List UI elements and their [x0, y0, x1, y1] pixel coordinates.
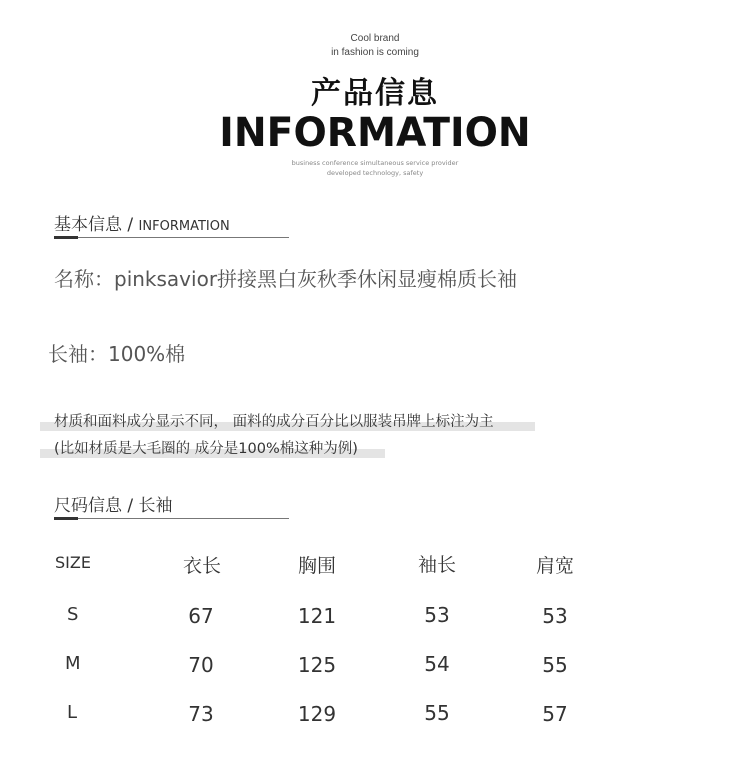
table-cell-sleeve: 55	[424, 701, 450, 725]
page-title-en: INFORMATION	[219, 110, 531, 156]
table-cell-chest: 125	[297, 653, 337, 677]
brand-tagline-1: Cool brand	[350, 33, 400, 44]
table-cell-size: L	[67, 702, 78, 723]
brand-tagline-2: in fashion is coming	[331, 47, 419, 58]
table-header-size: SIZE	[55, 553, 91, 572]
product-material: 长袖：100%棉	[48, 342, 186, 366]
table-cell-chest: 129	[297, 702, 337, 726]
basic-info-rule-accent	[54, 236, 78, 239]
table-header-chest: 胸围	[297, 555, 336, 577]
table-cell-length: 70	[188, 653, 214, 677]
basic-info-heading	[54, 210, 230, 235]
table-cell-length: 67	[188, 604, 214, 628]
table-cell-shoulder: 57	[542, 702, 568, 726]
table-cell-length: 73	[188, 702, 214, 726]
table-cell-shoulder: 53	[542, 604, 568, 628]
product-name: 名称：pinksavior拼接黑白灰秋季休闲显瘦棉质长袖	[54, 267, 518, 291]
table-header-shoulder: 肩宽	[535, 555, 574, 577]
table-cell-sleeve: 53	[424, 603, 450, 627]
fine-print-1: business conference simultaneous service provider	[291, 159, 459, 167]
size-info-rule	[54, 518, 289, 519]
material-note-2: (比如材质是大毛圈的 成分是100%棉这种为例)	[54, 441, 358, 457]
material-note-1: 材质和面料成分显示不同， 面料的成分百分比以服装吊牌上标注为主	[54, 414, 494, 430]
table-header-length: 衣长	[182, 555, 221, 577]
table-cell-size: M	[65, 653, 81, 674]
table-cell-size: S	[67, 604, 79, 625]
basic-info-heading-en: INFORMATION	[138, 219, 230, 234]
size-info-heading: 尺码信息 / 长袖	[54, 496, 173, 516]
table-cell-shoulder: 55	[542, 653, 568, 677]
basic-info-rule	[54, 237, 289, 238]
fine-print-2: developed technology, safety	[326, 169, 424, 177]
size-info-rule-accent	[54, 517, 78, 520]
table-cell-sleeve: 54	[424, 652, 450, 676]
table-header-sleeve: 袖长	[417, 554, 456, 576]
basic-info-heading-cn: 基本信息 /	[54, 215, 134, 235]
page-title-cn: 产品信息	[311, 76, 439, 111]
table-cell-chest: 121	[297, 604, 337, 628]
